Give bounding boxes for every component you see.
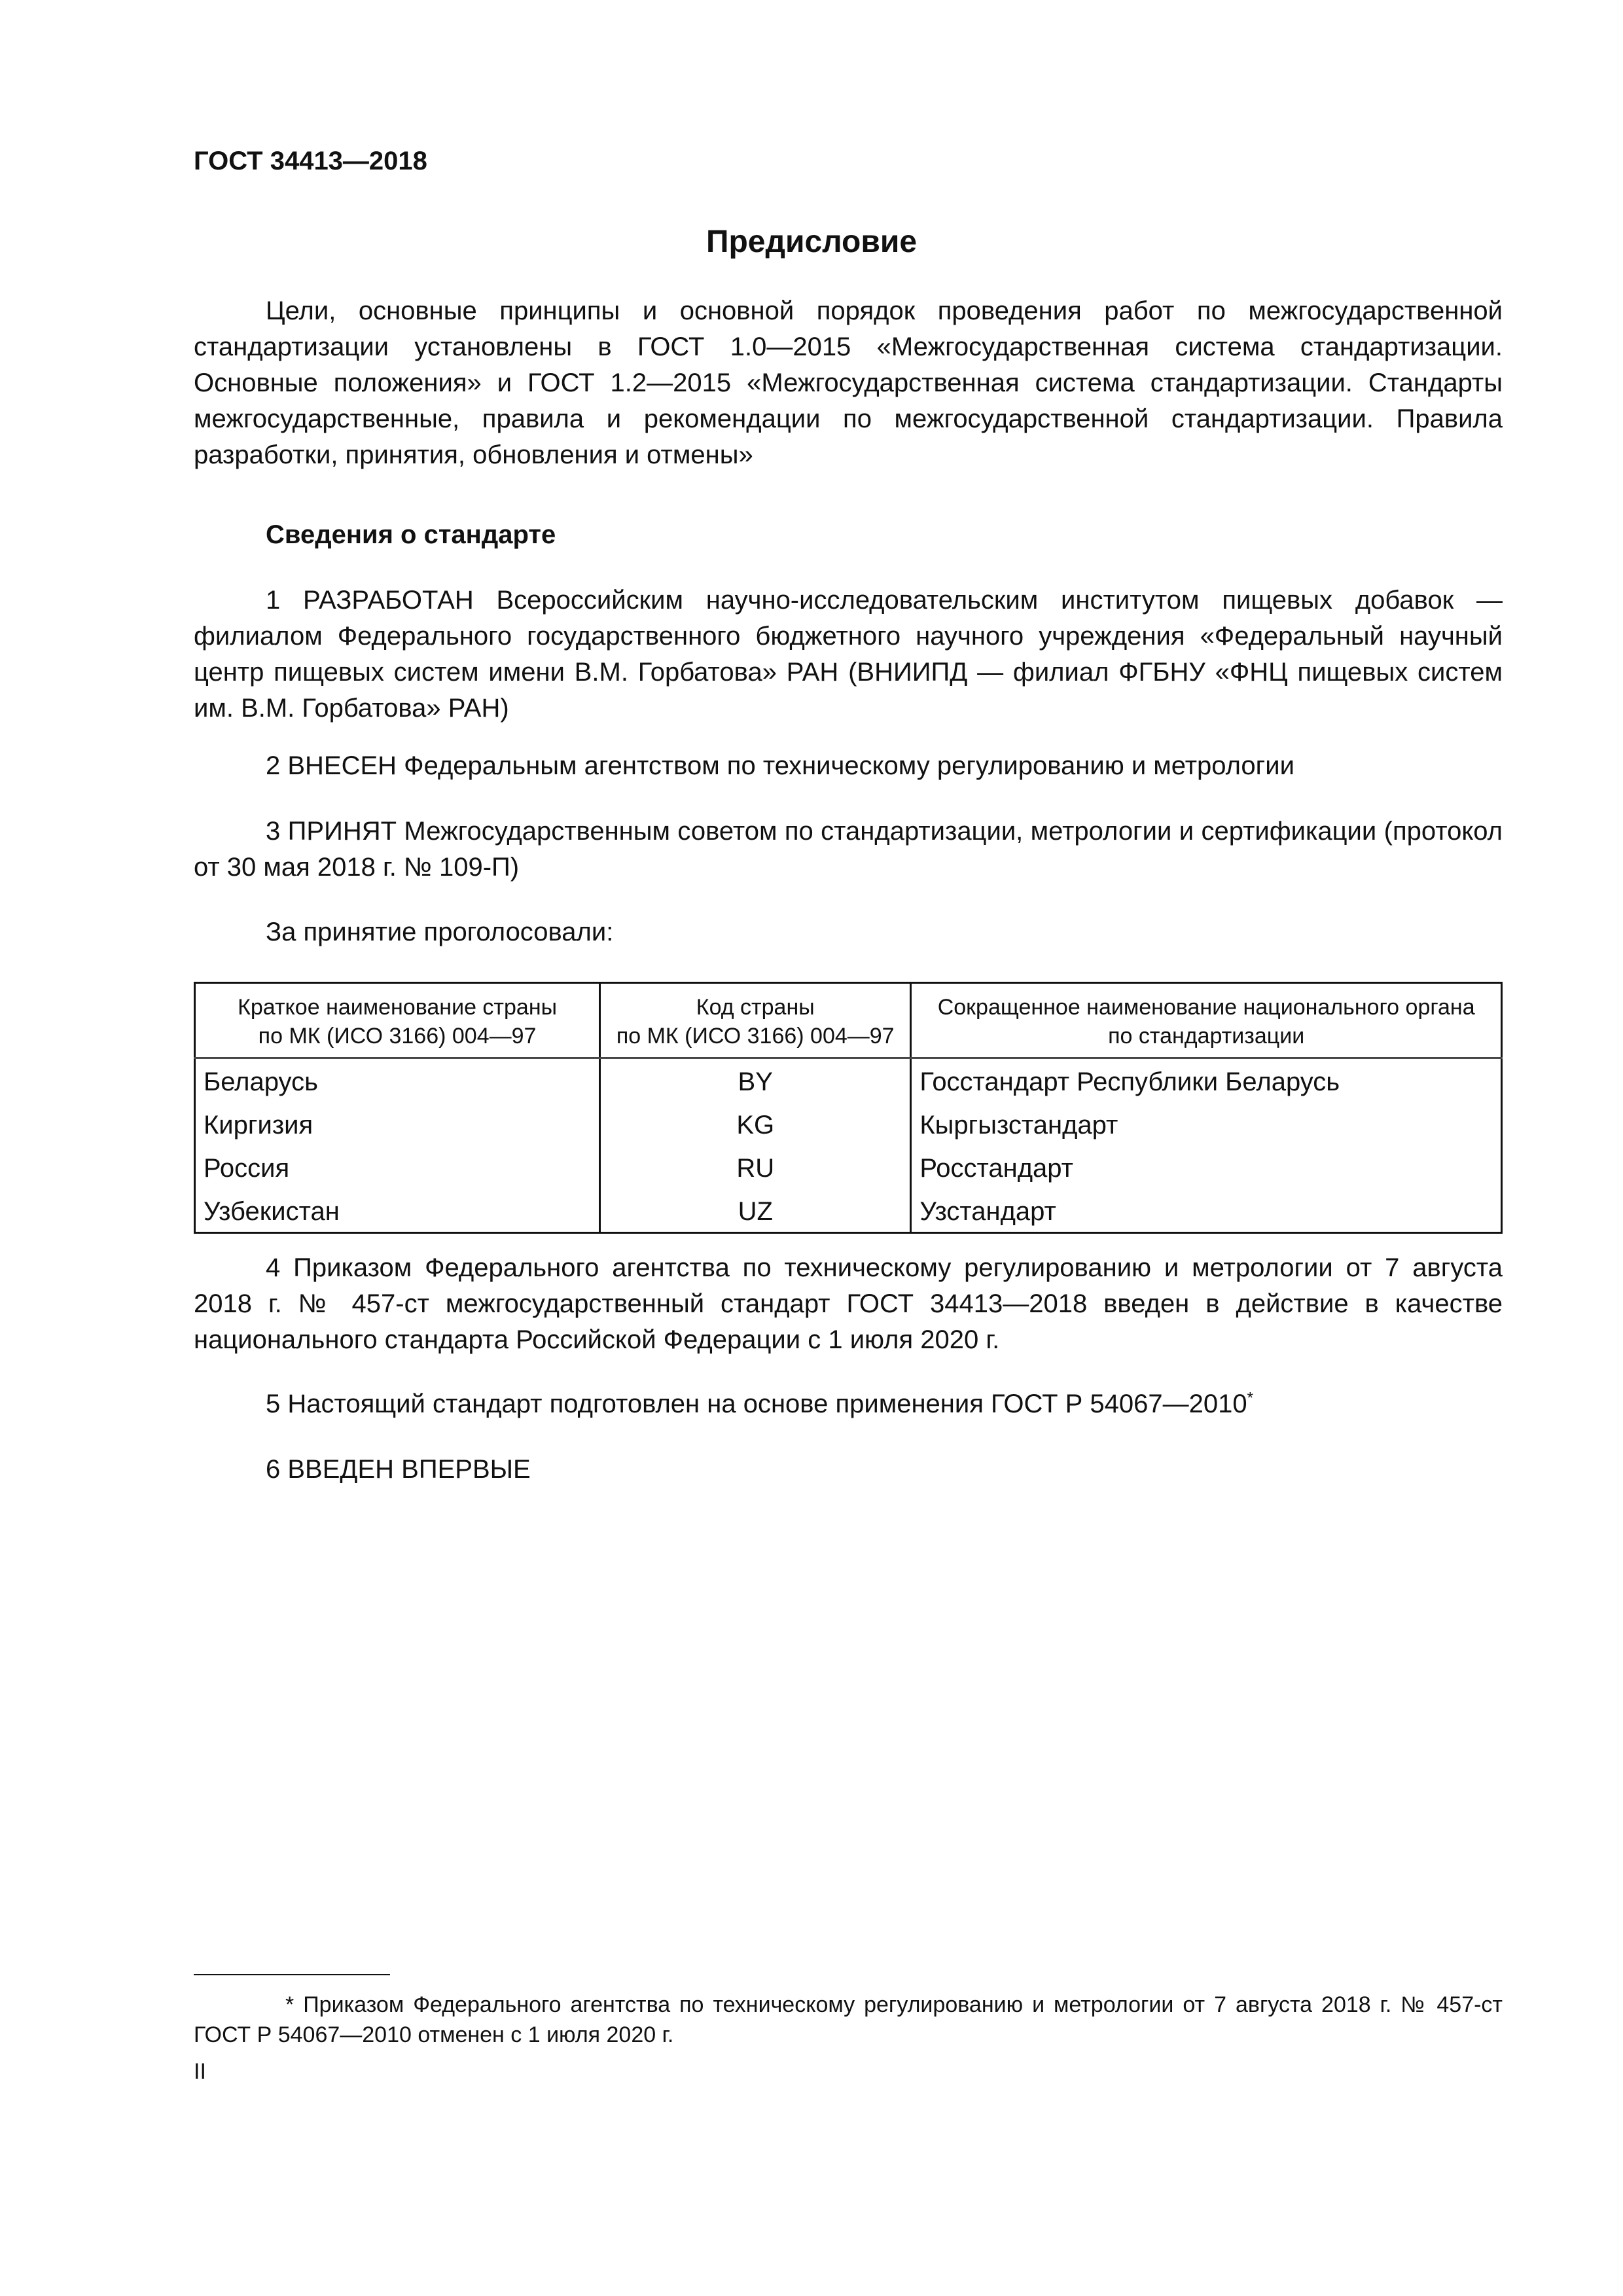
footnote-text: * Приказом Федерального агентства по техническому регулированию и метрологии от 7 августа 2018 г. № 457-ст ГОСТ Р 54067—2010 отменен с 1 июля 2020 г. bbox=[194, 1992, 1503, 2047]
item-introduced: 6 ВВЕДЕН ВПЕРВЫЕ bbox=[266, 1455, 531, 1484]
page-title: Предисловие bbox=[705, 224, 918, 259]
header-national-body: Сокращенное наименование национального органа по стандартизации bbox=[911, 983, 1502, 1058]
national-body: Кыргызстандарт bbox=[911, 1102, 1502, 1145]
country-code: KG bbox=[600, 1102, 911, 1145]
country-name: Киргизия bbox=[195, 1102, 600, 1145]
national-body: Узстандарт bbox=[911, 1189, 1502, 1233]
table-row bbox=[195, 1189, 1502, 1233]
voted-label: За принятие проголосовали: bbox=[266, 918, 614, 946]
country-name: Узбекистан bbox=[195, 1189, 600, 1233]
table-header-row bbox=[195, 983, 1502, 1058]
header-country-code: Код страны по МК (ИСО 3166) 004—97 bbox=[600, 983, 911, 1058]
table-row bbox=[195, 1058, 1502, 1103]
country-code: RU bbox=[600, 1145, 911, 1189]
item-basis: 5 Настоящий стандарт подготовлен на основе применения ГОСТ Р 54067—2010* bbox=[266, 1389, 1253, 1418]
country-code: UZ bbox=[600, 1189, 911, 1233]
footnote-marker: * bbox=[1247, 1389, 1253, 1407]
page-number: II bbox=[194, 2059, 206, 2084]
country-name: Россия bbox=[195, 1145, 600, 1189]
table-row bbox=[195, 1102, 1502, 1145]
table-row bbox=[195, 1145, 1502, 1189]
item-adopted: 3 ПРИНЯТ Межгосударственным советом по стандартизации, метрологии и сертификации (протокол от 30 мая 2018 г. № 109-П) bbox=[194, 817, 1503, 882]
voting-table bbox=[194, 982, 1503, 1234]
item-enacted: 4 Приказом Федерального агентства по техническому регулированию и метрологии от 7 августа 2018 г. № 457-ст межгосударственный стандарт ГОСТ 34413—2018 введен в действие в качестве национального стандарта Российской Федерации с 1 июля 2020 г. bbox=[194, 1253, 1503, 1354]
header-country-name: Краткое наименование страны по МК (ИСО 3166) 004—97 bbox=[195, 983, 600, 1058]
national-body: Росстандарт bbox=[911, 1145, 1502, 1189]
document-code: ГОСТ 34413—2018 bbox=[194, 147, 427, 175]
country-code: BY bbox=[600, 1058, 911, 1103]
standard-info-heading: Сведения о стандарте bbox=[266, 520, 556, 549]
item-developed: 1 РАЗРАБОТАН Всероссийским научно-исследовательским институтом пищевых добавок — филиалом Федерального государственного бюджетного научного учреждения «Федеральный научный центр пищевых систем имени В.М. Горбатова» РАН (ВНИИПД — филиал ФГБНУ «ФНЦ пищевых систем им. В.М. Горбатова» РАН) bbox=[194, 586, 1503, 723]
country-name: Беларусь bbox=[195, 1058, 600, 1103]
intro-paragraph: Цели, основные принципы и основной порядок проведения работ по межгосударственной стандартизации установлены в ГОСТ 1.0—2015 «Межгосударственная система стандартизации. Основные положения» и ГОСТ 1.2—2015 «Межгосударственная система стандартизации. Стандарты межгосударственные, правила и рекомендации по межгосударственной стандартизации. Правила разработки, принятия, обновления и отмены» bbox=[194, 296, 1503, 469]
national-body: Госстандарт Республики Беларусь bbox=[911, 1058, 1502, 1103]
item-submitted: 2 ВНЕСЕН Федеральным агентством по техническому регулированию и метрологии bbox=[266, 751, 1294, 780]
footnote-divider bbox=[194, 1974, 390, 1975]
